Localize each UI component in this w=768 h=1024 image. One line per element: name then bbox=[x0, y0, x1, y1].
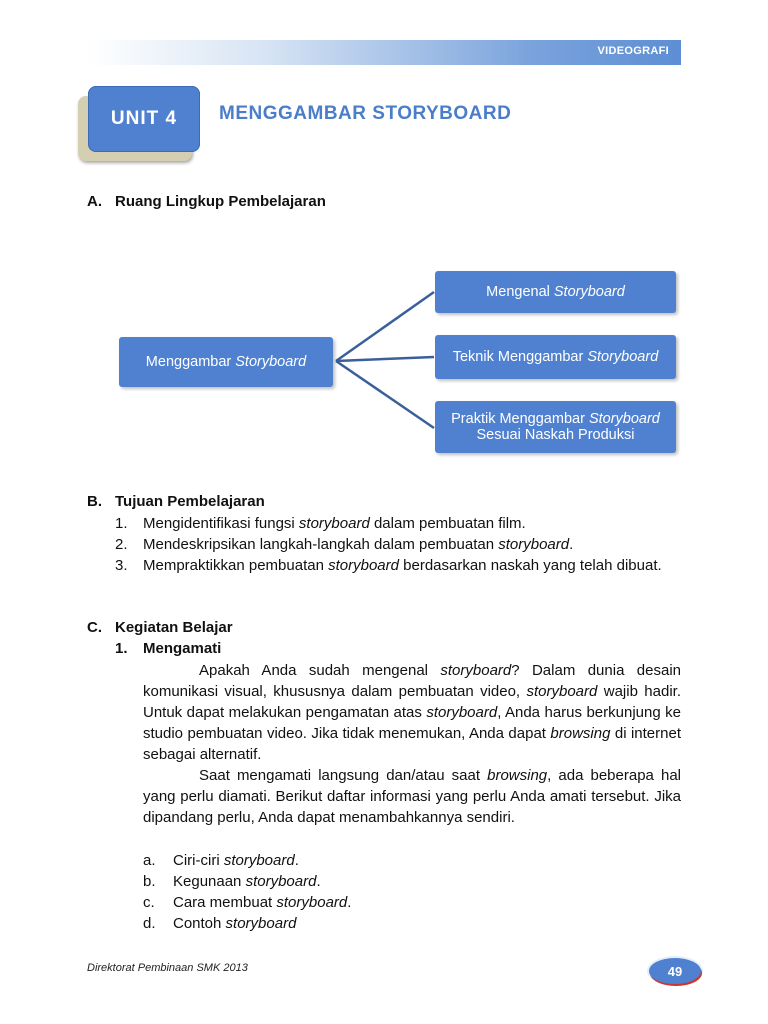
list-item-em: storyboard bbox=[223, 852, 295, 869]
objectives-list bbox=[115, 513, 681, 576]
connector-line-3 bbox=[336, 361, 434, 428]
p1-part-a: Apakah Anda sudah mengenal bbox=[199, 662, 441, 679]
header-title: VIDEOGRAFI bbox=[597, 45, 669, 57]
unit-title: MENGGAMBAR STORYBOARD bbox=[219, 103, 512, 124]
p2-part-b: browsing bbox=[487, 767, 548, 784]
p1-part-g: , Anda harus berkunjung ke studio pembuatan video. Jika tidak menemukan, Anda dapat bbox=[143, 704, 681, 742]
section-b-title: Tujuan Pembelajaran bbox=[115, 493, 265, 510]
observation-list bbox=[143, 850, 351, 934]
p1-part-d: storyboard bbox=[526, 683, 598, 700]
section-a-title: Ruang Lingkup Pembelajaran bbox=[115, 193, 326, 210]
list-item-text-end: . bbox=[294, 852, 299, 869]
section-c-heading bbox=[87, 619, 233, 636]
section-b-heading bbox=[87, 493, 265, 510]
list-item-text-end: berdasarkan naskah yang telah dibuat. bbox=[398, 557, 662, 574]
child-3-em: Storyboard bbox=[588, 411, 660, 427]
child-1-em: Storyboard bbox=[553, 284, 625, 300]
diagram-child-node-1 bbox=[435, 271, 676, 313]
section-c-title: Kegiatan Belajar bbox=[115, 619, 233, 636]
p1-part-i: di internet sebagai alternatif. bbox=[143, 725, 681, 763]
list-item-text: Contoh bbox=[173, 915, 226, 932]
list-item bbox=[143, 871, 351, 892]
list-item-text: Kegunaan bbox=[173, 873, 246, 890]
section-c-letter: C. bbox=[87, 619, 102, 636]
list-item-text: Mempraktikkan pembuatan bbox=[143, 557, 329, 574]
list-item-em: storyboard bbox=[298, 515, 370, 532]
list-item bbox=[143, 850, 351, 871]
p1-part-b: storyboard bbox=[440, 662, 512, 679]
list-item-text-end: . bbox=[347, 894, 352, 911]
p2-part-c: , ada beberapa hal yang perlu diamati. Berikut daftar informasi yang perlu Anda amati tersebut. Jika dipandang perlu, Anda dapat menambahkannya sendiri. bbox=[143, 767, 681, 826]
unit-badge: UNIT 4 bbox=[88, 86, 200, 152]
diagram-root-node bbox=[119, 337, 333, 387]
p1-part-c: ? Dalam dunia desain komunikasi visual, khususnya dalam pembuatan video, bbox=[143, 662, 681, 700]
body-paragraphs bbox=[143, 660, 681, 828]
list-item-text-end: . bbox=[569, 536, 574, 553]
list-item bbox=[115, 534, 681, 555]
list-item-em: storyboard bbox=[328, 557, 399, 574]
list-item bbox=[115, 513, 681, 534]
child-2-em: Storyboard bbox=[587, 349, 659, 365]
child-2-text: Teknik Menggambar bbox=[452, 349, 588, 365]
list-item-text: Mengidentifikasi fungsi bbox=[143, 515, 299, 532]
list-item-number: 2. bbox=[115, 536, 128, 553]
list-item-text: Ciri-ciri bbox=[173, 852, 224, 869]
list-item-text-end: dalam pembuatan film. bbox=[369, 515, 526, 532]
list-item-em: storyboard bbox=[498, 536, 570, 553]
connector-line-1 bbox=[336, 292, 434, 361]
diagram-child-node-3 bbox=[435, 401, 676, 453]
list-item-letter: d. bbox=[143, 915, 156, 932]
root-node-em: Storyboard bbox=[235, 354, 307, 370]
diagram-child-node-2 bbox=[435, 335, 676, 379]
paragraph-2 bbox=[143, 765, 681, 828]
p1-part-f: storyboard bbox=[426, 704, 498, 721]
subsection-heading bbox=[115, 640, 221, 657]
list-item-text: Mendeskripsikan langkah-langkah dalam pembuatan bbox=[143, 536, 499, 553]
footer-text: Direktorat Pembinaan SMK 2013 bbox=[87, 962, 248, 974]
paragraph-1 bbox=[143, 660, 681, 765]
list-item-em: storyboard bbox=[276, 894, 348, 911]
child-3-line2: Sesuai Naskah Produksi bbox=[476, 427, 635, 443]
list-item bbox=[143, 892, 351, 913]
list-item-letter: c. bbox=[143, 894, 155, 911]
list-item bbox=[115, 555, 681, 576]
subsection-title: Mengamati bbox=[143, 640, 222, 657]
p2-part-a: Saat mengamati langsung dan/atau saat bbox=[199, 767, 488, 784]
connector-line-2 bbox=[336, 357, 434, 361]
list-item bbox=[143, 913, 351, 934]
page-number: 49 bbox=[649, 958, 701, 984]
p1-part-h: browsing bbox=[550, 725, 611, 742]
list-item-text: Cara membuat bbox=[173, 894, 277, 911]
child-3-text: Praktik Menggambar bbox=[451, 411, 589, 427]
list-item-number: 1. bbox=[115, 515, 128, 532]
list-item-em: storyboard bbox=[225, 915, 297, 932]
list-item-text-end: . bbox=[316, 873, 321, 890]
list-item-em: storyboard bbox=[245, 873, 317, 890]
section-a-letter: A. bbox=[87, 193, 102, 210]
list-item-letter: a. bbox=[143, 852, 156, 869]
p1-part-e: wajib hadir. Untuk dapat melakukan pengamatan atas bbox=[143, 683, 681, 721]
subsection-number: 1. bbox=[115, 640, 128, 657]
list-item-letter: b. bbox=[143, 873, 156, 890]
child-1-text: Mengenal bbox=[486, 284, 554, 300]
section-b-letter: B. bbox=[87, 493, 102, 510]
root-node-text: Menggambar bbox=[145, 354, 236, 370]
list-item-number: 3. bbox=[115, 557, 128, 574]
